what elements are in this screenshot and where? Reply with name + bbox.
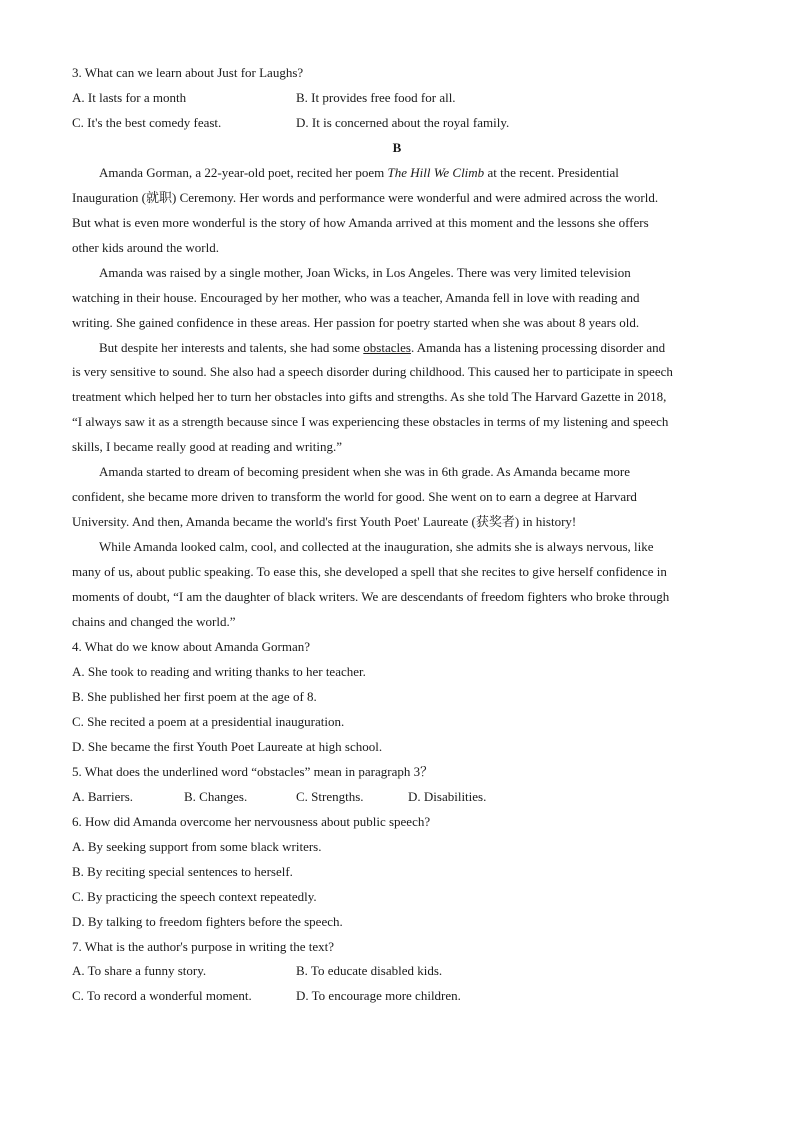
paragraph-2-line-3: writing. She gained confidence in these areas. Her passion for poetry started when she was about 8 years old. xyxy=(72,315,640,330)
paragraph-5-line-4: chains and changed the world.” xyxy=(72,614,236,629)
paragraph-3-line-2: is very sensitive to sound. She also had a speech disorder during childhood. This caused her to participate in speech xyxy=(72,364,673,379)
question-3-option-d: D. It is concerned about the royal family. xyxy=(296,115,510,130)
question-4-option-b: B. She published her first poem at the age of 8. xyxy=(72,689,317,704)
question-7-option-b: B. To educate disabled kids. xyxy=(296,963,443,978)
paragraph-3-line-5: skills, I became really good at reading and writing.” xyxy=(72,439,343,454)
paragraph-1-line-3: But what is even more wonderful is the story of how Amanda arrived at this moment and the lessons she offers xyxy=(72,215,649,230)
question-3-option-b: B. It provides free food for all. xyxy=(296,90,456,105)
paragraph-3-text-b: . Amanda has a listening processing disorder and xyxy=(410,340,666,355)
question-6-option-a: A. By seeking support from some black writers. xyxy=(72,839,322,854)
paragraph-3-line-4: “I always saw it as a strength because since I was experiencing these obstacles in terms of my listening and speech xyxy=(72,414,669,429)
paragraph-1-line-2: Inauguration (就职) Ceremony. Her words and performance were wonderful and were admired across the world. xyxy=(72,190,659,205)
question-7-stem: 7. What is the author's purpose in writing the text? xyxy=(72,939,335,954)
question-6-stem: 6. How did Amanda overcome her nervousness about public speech? xyxy=(72,814,431,829)
paragraph-4-line-3: University. And then, Amanda became the world's first Youth Poet' Laureate (获奖者) in history! xyxy=(72,514,577,529)
underlined-word-obstacles: obstacles xyxy=(363,340,411,355)
paragraph-4-line-1: Amanda started to dream of becoming president when she was in 6th grade. As Amanda became more xyxy=(99,464,631,479)
question-6-option-c: C. By practicing the speech context repeatedly. xyxy=(72,889,317,904)
question-3-stem: 3. What can we learn about Just for Laughs? xyxy=(72,65,304,80)
paragraph-1-line-4: other kids around the world. xyxy=(72,240,219,255)
question-5-option-a: A. Barriers. xyxy=(72,789,134,804)
question-7-option-a: A. To share a funny story. xyxy=(72,963,207,978)
paragraph-4-line-2: confident, she became more driven to transform the world for good. She went on to earn a degree at Harvard xyxy=(72,489,637,504)
paragraph-3-line-3: treatment which helped her to turn her obstacles into gifts and strengths. As she told The Harvard Gazette in 2018, xyxy=(72,389,667,404)
paragraph-2-line-1: Amanda was raised by a single mother, Joan Wicks, in Los Angeles. There was very limited television xyxy=(99,265,631,280)
question-4-option-c: C. She recited a poem at a presidential inauguration. xyxy=(72,714,345,729)
paragraph-1-line-1 xyxy=(99,165,619,181)
paragraph-5-line-2: many of us, about public speaking. To ease this, she developed a spell that she recites to give herself confidence in xyxy=(72,564,667,579)
paragraph-3-line-1 xyxy=(99,340,665,356)
question-4-option-d: D. She became the first Youth Poet Laureate at high school. xyxy=(72,739,383,754)
paragraph-1-text-a: Amanda Gorman, a 22-year-old poet, recited her poem xyxy=(99,165,388,180)
question-4-option-a: A. She took to reading and writing thanks to her teacher. xyxy=(72,664,366,679)
question-4-stem: 4. What do we know about Amanda Gorman? xyxy=(72,639,311,654)
question-6-option-b: B. By reciting special sentences to herself. xyxy=(72,864,293,879)
paragraph-2-line-2: watching in their house. Encouraged by her mother, who was a teacher, Amanda fell in love with reading and xyxy=(72,290,640,305)
question-6-option-d: D. By talking to freedom fighters before the speech. xyxy=(72,914,343,929)
question-5-option-b: B. Changes. xyxy=(184,789,248,804)
poem-title: The Hill We Climb xyxy=(387,165,485,180)
question-7-option-c: C. To record a wonderful moment. xyxy=(72,988,252,1003)
question-5-option-d: D. Disabilities. xyxy=(408,789,487,804)
question-3-option-c: C. It's the best comedy feast. xyxy=(72,115,222,130)
paragraph-5-line-3: moments of doubt, “I am the daughter of black writers. We are descendants of freedom fighters who broke through xyxy=(72,589,670,604)
question-3-option-a: A. It lasts for a month xyxy=(72,90,187,105)
question-5-option-c: C. Strengths. xyxy=(296,789,364,804)
question-5-stem: 5. What does the underlined word “obstacles” mean in paragraph 3？ xyxy=(72,764,434,779)
section-heading: B xyxy=(392,140,402,155)
paragraph-1-text-b: at the recent. Presidential xyxy=(484,165,619,180)
paragraph-3-text-a: But despite her interests and talents, she had some xyxy=(99,340,364,355)
paragraph-5-line-1: While Amanda looked calm, cool, and collected at the inauguration, she admits she is always nervous, like xyxy=(99,539,654,554)
question-7-option-d: D. To encourage more children. xyxy=(296,988,461,1003)
